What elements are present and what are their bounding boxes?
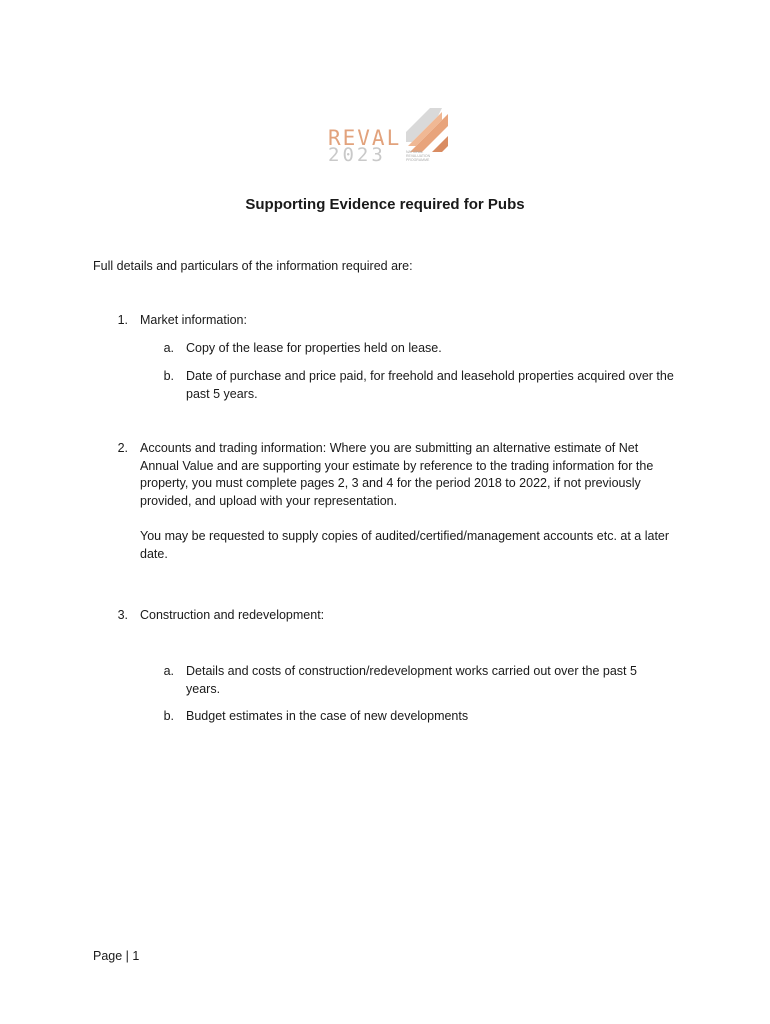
section-heading: Accounts and trading information: Where you are submitting an alternative estimate of Net Annual Value and are supporting your estimate by reference to the trading information for the property, you must complete pages 2, 3 and 4 for the period 2018 to 2022, if not previously provided, and upload with your representation. [140,441,654,508]
intro-text: Full details and particulars of the information required are: [93,259,413,273]
logo-year: 2023 [328,144,386,166]
document-title: Supporting Evidence required for Pubs [245,196,525,213]
logo-tagline: NATIONAL REVALUATION PROGRAMME [406,150,431,163]
section-number: 1. [117,313,128,327]
logo-wordmark: REVAL [328,126,402,150]
page-number: Page | 1 [93,949,140,963]
item-letter: b. [163,709,174,723]
item-letter: a. [163,341,174,355]
section-number: 3. [117,608,128,622]
section-note: You may be requested to supply copies of audited/certified/management accounts etc. at a later date. [140,529,670,561]
reval-logo [326,106,448,168]
section-heading: Construction and redevelopment: [140,608,325,622]
section-heading: Market information: [140,313,247,327]
item-text: Budget estimates in the case of new developments [186,709,469,723]
logo-stripes-icon [402,106,448,152]
item-letter: a. [163,664,174,678]
item-text: Date of purchase and price paid, for freehold and leasehold properties acquired over the past 5 years. [186,369,674,401]
item-text: Copy of the lease for properties held on lease. [186,341,442,355]
item-text: Details and costs of construction/redevelopment works carried out over the past 5 years. [186,664,637,696]
section-number: 2. [117,441,128,455]
item-letter: b. [163,369,174,383]
